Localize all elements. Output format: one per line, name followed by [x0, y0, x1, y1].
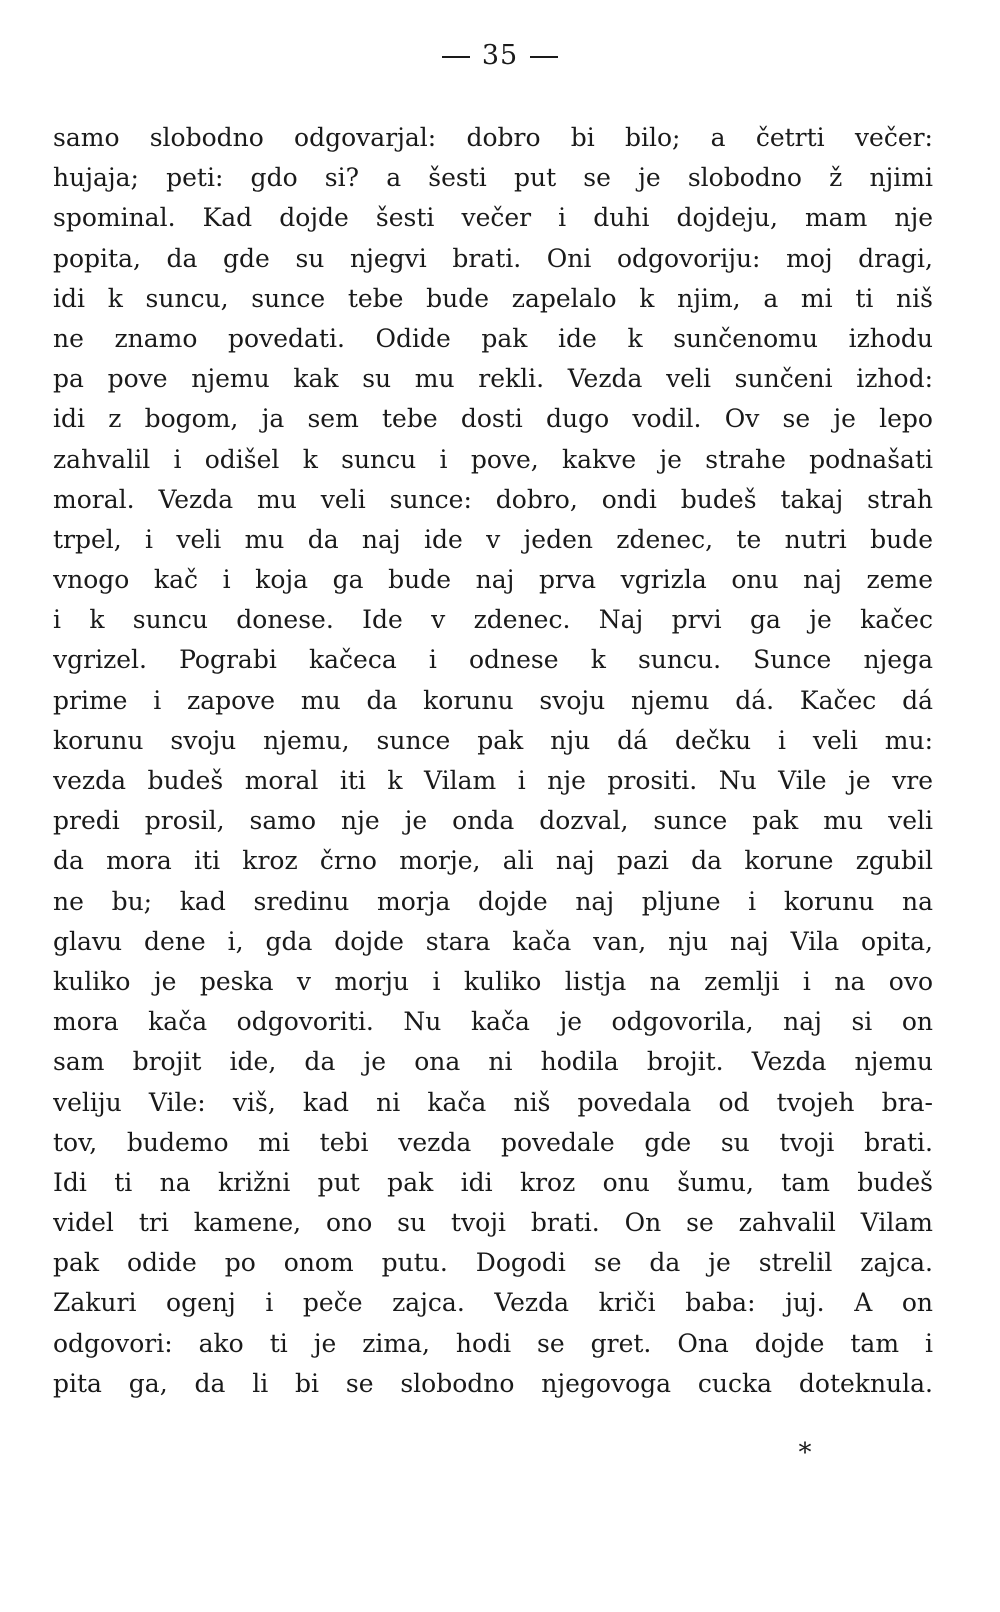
text-line: vezda budeš moral iti k Vilam i nje prositi. Nu Vile je vre — [53, 766, 933, 795]
text-line: zahvalil i odišel k suncu i pove, kakve je strahe podnašati — [53, 444, 933, 474]
text-line: korunu svoju njemu, sunce pak nju dá dečku i veli mu: — [53, 725, 933, 755]
text-line: veliju Vile: viš, kad ni kača niš povedala od tvojeh bra- — [53, 1087, 933, 1117]
page-number-value: 35 — [481, 40, 519, 71]
text-line: pita ga, da li bi se slobodno njegovoga cucka doteknula. — [53, 1368, 933, 1398]
text-line: glavu dene i, gda dojde stara kača van, nju naj Vila opita, — [53, 926, 933, 956]
text-line: idi k suncu, sunce tebe bude zapelalo k njim, a mi ti niš — [53, 283, 933, 313]
text-line: trpel, i veli mu da naj ide v jeden zdenec, te nutri bude — [53, 524, 933, 554]
text-line: Idi ti na križni put pak idi kroz onu šumu, tam budeš — [53, 1167, 933, 1197]
text-line: tov, budemo mi tebi vezda povedale gde su tvoji brati. — [53, 1127, 933, 1157]
dash-right — [530, 56, 558, 58]
text-line: ne bu; kad sredinu morja dojde naj pljune i korunu na — [53, 886, 933, 916]
text-line: moral. Vezda mu veli sunce: dobro, ondi budeš takaj strah — [53, 484, 933, 514]
text-line: popita, da gde su njegvi brati. Oni odgovoriju: moj dragi, — [53, 243, 933, 273]
text-line: ne znamo povedati. Odide pak ide k sunčenomu izhodu — [53, 323, 933, 353]
text-line: hujaja; peti: gdo si? a šesti put se je slobodno ž njimi — [53, 163, 933, 193]
text-line: pak odide po onom putu. Dogodi se da je strelil zajca. — [53, 1248, 933, 1278]
section-end-asterisk: * — [798, 1438, 812, 1468]
text-line: spominal. Kad dojde šesti večer i duhi dojdeju, mam nje — [53, 203, 933, 233]
text-line: predi prosil, samo nje je onda dozval, sunce pak mu veli — [53, 806, 933, 836]
body-text — [53, 118, 933, 1404]
text-line: odgovori: ako ti je zima, hodi se gret. Ona dojde tam i — [53, 1328, 933, 1358]
text-line: videl tri kamene, ono su tvoji brati. On se zahvalil Vilam — [53, 1208, 933, 1238]
text-line: vgrizel. Pograbi kačeca i odnese k suncu. Sunce njega — [53, 645, 933, 675]
text-line: i k suncu donese. Ide v zdenec. Naj prvi ga je kačec — [53, 605, 933, 635]
text-line: kuliko je peska v morju i kuliko listja na zemlji i na ovo — [53, 966, 933, 996]
text-line: mora kača odgovoriti. Nu kača je odgovorila, naj si on — [53, 1007, 933, 1037]
text-line: idi z bogom, ja sem tebe dosti dugo vodil. Ov se je lepo — [53, 404, 933, 434]
text-line: da mora iti kroz črno morje, ali naj pazi da korune zgubil — [53, 846, 933, 876]
text-line: prime i zapove mu da korunu svoju njemu dá. Kačec dá — [53, 685, 933, 715]
text-line: sam brojit ide, da je ona ni hodila brojit. Vezda njemu — [53, 1047, 933, 1077]
text-line: Zakuri ogenj i peče zajca. Vezda kriči baba: juj. A on — [53, 1288, 933, 1318]
page-number — [0, 40, 1000, 71]
dash-left — [442, 56, 470, 58]
text-line: vnogo kač i koja ga bude naj prva vgrizla onu naj zeme — [53, 565, 933, 595]
text-line: samo slobodno odgovarjal: dobro bi bilo; a četrti večer: — [53, 123, 933, 152]
text-line: pa pove njemu kak su mu rekli. Vezda veli sunčeni izhod: — [53, 364, 933, 394]
